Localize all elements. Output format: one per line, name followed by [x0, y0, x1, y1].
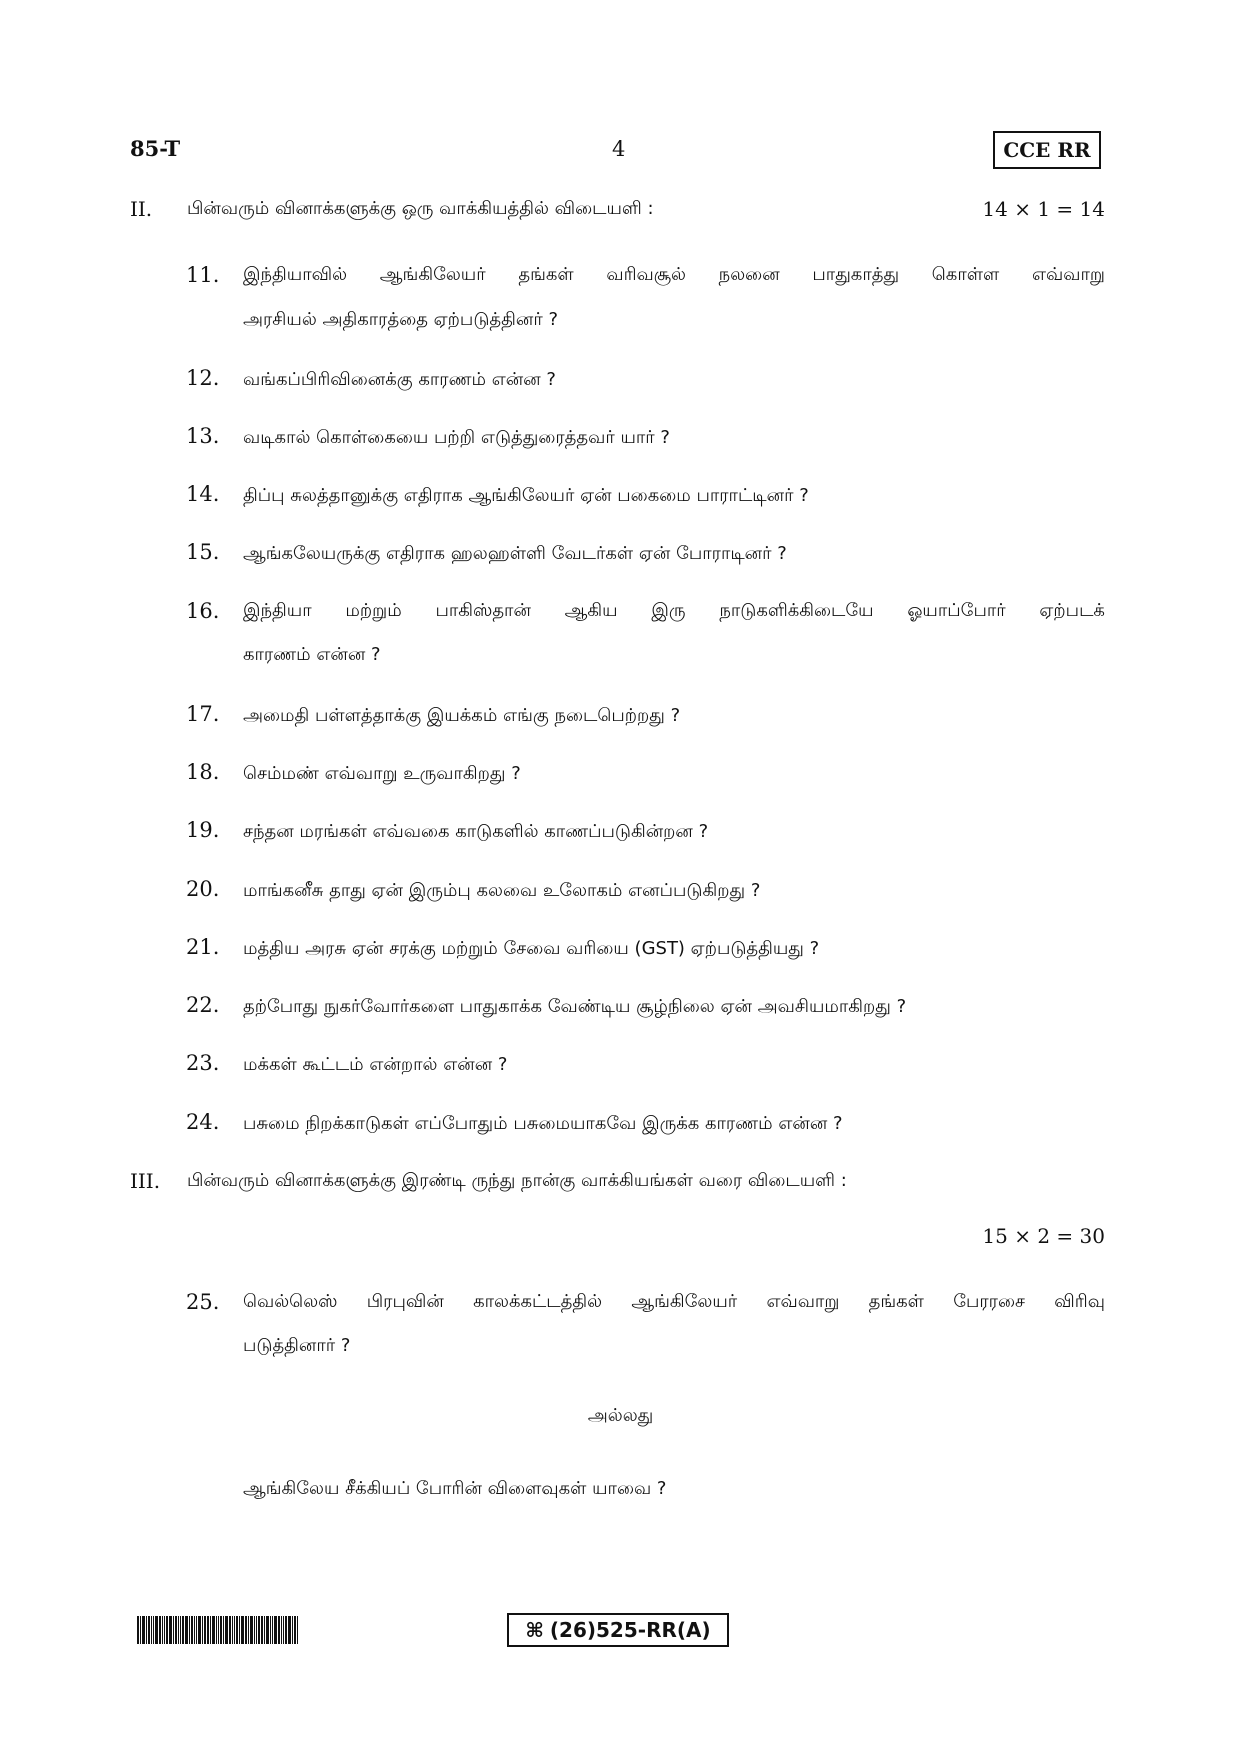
word: ஆங்கிலேயர் [379, 264, 486, 285]
paper-code: 85-T [130, 136, 181, 161]
word: ஏற்படக் [1039, 600, 1105, 621]
or-divider: அல்லது [587, 1405, 654, 1426]
question-number: 18. [186, 760, 220, 784]
question-16-line-2: காரணம் என்ன ? [243, 644, 381, 665]
word: பாதுகாத்து [812, 264, 900, 285]
word: எவ்வாறு [766, 1291, 840, 1312]
section-3-numeral: III. [130, 1169, 161, 1193]
section-2-instruction: பின்வரும் வினாக்களுக்கு ஒரு வாக்கியத்தில் விடையளி : [187, 198, 654, 219]
question-number: 12. [186, 366, 220, 390]
word: இந்தியா [243, 600, 312, 621]
series-box: CCE RR [993, 131, 1101, 169]
question-23-text: மக்கள் கூட்டம் என்றால் என்ன ? [243, 1054, 508, 1075]
barcode [137, 1616, 367, 1644]
word: பிரபுவின் [366, 1291, 444, 1312]
booklet-code-box [507, 1613, 729, 1647]
question-14-text: திப்பு சுலத்தானுக்கு எதிராக ஆங்கிலேயர் ஏன் பகைமை பாராட்டினர் ? [243, 485, 809, 506]
word: நாடுகளிக்கிடையே [719, 600, 874, 621]
word: கொள்ள [931, 264, 1000, 285]
section-2-numeral: II. [130, 197, 153, 221]
word: ஆகிய [564, 600, 618, 621]
question-number: 13. [186, 424, 220, 448]
question-22-text: தற்போது நுகர்வோர்களை பாதுகாக்க வேண்டிய சூழ்நிலை ஏன் அவசியமாகிறது ? [243, 996, 907, 1017]
question-number: 16. [186, 599, 220, 623]
word: பாகிஸ்தான் [435, 600, 531, 621]
word: எவ்வாறு [1031, 264, 1105, 285]
word: தங்கள் [518, 264, 574, 285]
question-17-text: அமைதி பள்ளத்தாக்கு இயக்கம் எங்கு நடைபெற்றது ? [243, 705, 681, 726]
word: இரு [651, 600, 686, 621]
word: பேரரசை [953, 1291, 1025, 1312]
command-icon: ⌘ [525, 1618, 544, 1642]
question-16-line-1 [243, 600, 1105, 623]
question-11-line-2: அரசியல் அதிகாரத்தை ஏற்படுத்தினர் ? [243, 309, 558, 330]
question-19-text: சந்தன மரங்கள் எவ்வகை காடுகளில் காணப்படுகின்றன ? [243, 821, 709, 842]
question-24-text: பசுமை நிறக்காடுகள் எப்போதும் பசுமையாகவே இருக்க காரணம் என்ன ? [243, 1113, 843, 1134]
question-number: 25. [186, 1290, 220, 1314]
question-number: 11. [186, 263, 220, 287]
question-number: 19. [186, 818, 220, 842]
word: நலனை [718, 264, 780, 285]
question-number: 17. [186, 702, 220, 726]
question-number: 20. [186, 877, 220, 901]
word: ஓயாப்போர் [907, 600, 1006, 621]
question-25-alternative: ஆங்கிலேய சீக்கியப் போரின் விளைவுகள் யாவை ? [243, 1478, 667, 1499]
word: விரிவு [1054, 1291, 1105, 1312]
question-number: 24. [186, 1110, 220, 1134]
question-12-text: வங்கப்பிரிவினைக்கு காரணம் என்ன ? [243, 369, 556, 390]
question-number: 14. [186, 482, 220, 506]
word: காலக்கட்டத்தில் [473, 1291, 603, 1312]
question-18-text: செம்மண் எவ்வாறு உருவாகிறது ? [243, 763, 521, 784]
word: தங்கள் [868, 1291, 924, 1312]
word: மற்றும் [345, 600, 402, 621]
word: வெல்லெஸ் [243, 1291, 338, 1312]
question-25-line-1 [243, 1291, 1105, 1314]
section-3-instruction: பின்வரும் வினாக்களுக்கு இரண்டி ருந்து நான்கு வாக்கியங்கள் வரை விடையளி : [187, 1170, 847, 1191]
word: வரிவசூல் [606, 264, 686, 285]
question-13-text: வடிகால் கொள்கையை பற்றி எடுத்துரைத்தவர் யார் ? [243, 427, 670, 448]
booklet-code: (26)525-RR(A) [549, 1618, 711, 1642]
section-3-marks: 15 × 2 = 30 [982, 1224, 1105, 1248]
question-number: 15. [186, 540, 220, 564]
question-11-line-1 [243, 264, 1105, 287]
question-15-text: ஆங்கலேயருக்கு எதிராக ஹலஹள்ளி வேடர்கள் ஏன் போராடினர் ? [243, 543, 787, 564]
word: இந்தியாவில் [243, 264, 348, 285]
question-20-text: மாங்கனீசு தாது ஏன் இரும்பு கலவை உலோகம் எனப்படுகிறது ? [243, 880, 761, 901]
question-number: 22. [186, 993, 220, 1017]
question-number: 23. [186, 1051, 220, 1075]
section-2-marks: 14 × 1 = 14 [982, 197, 1105, 221]
page-number: 4 [612, 137, 626, 161]
question-25-line-2: படுத்தினார் ? [243, 1335, 351, 1356]
word: ஆங்கிலேயர் [631, 1291, 738, 1312]
question-21-text: மத்திய அரசு ஏன் சரக்கு மற்றும் சேவை வரியை (GST) ஏற்படுத்தியது ? [243, 938, 820, 959]
question-number: 21. [186, 935, 220, 959]
